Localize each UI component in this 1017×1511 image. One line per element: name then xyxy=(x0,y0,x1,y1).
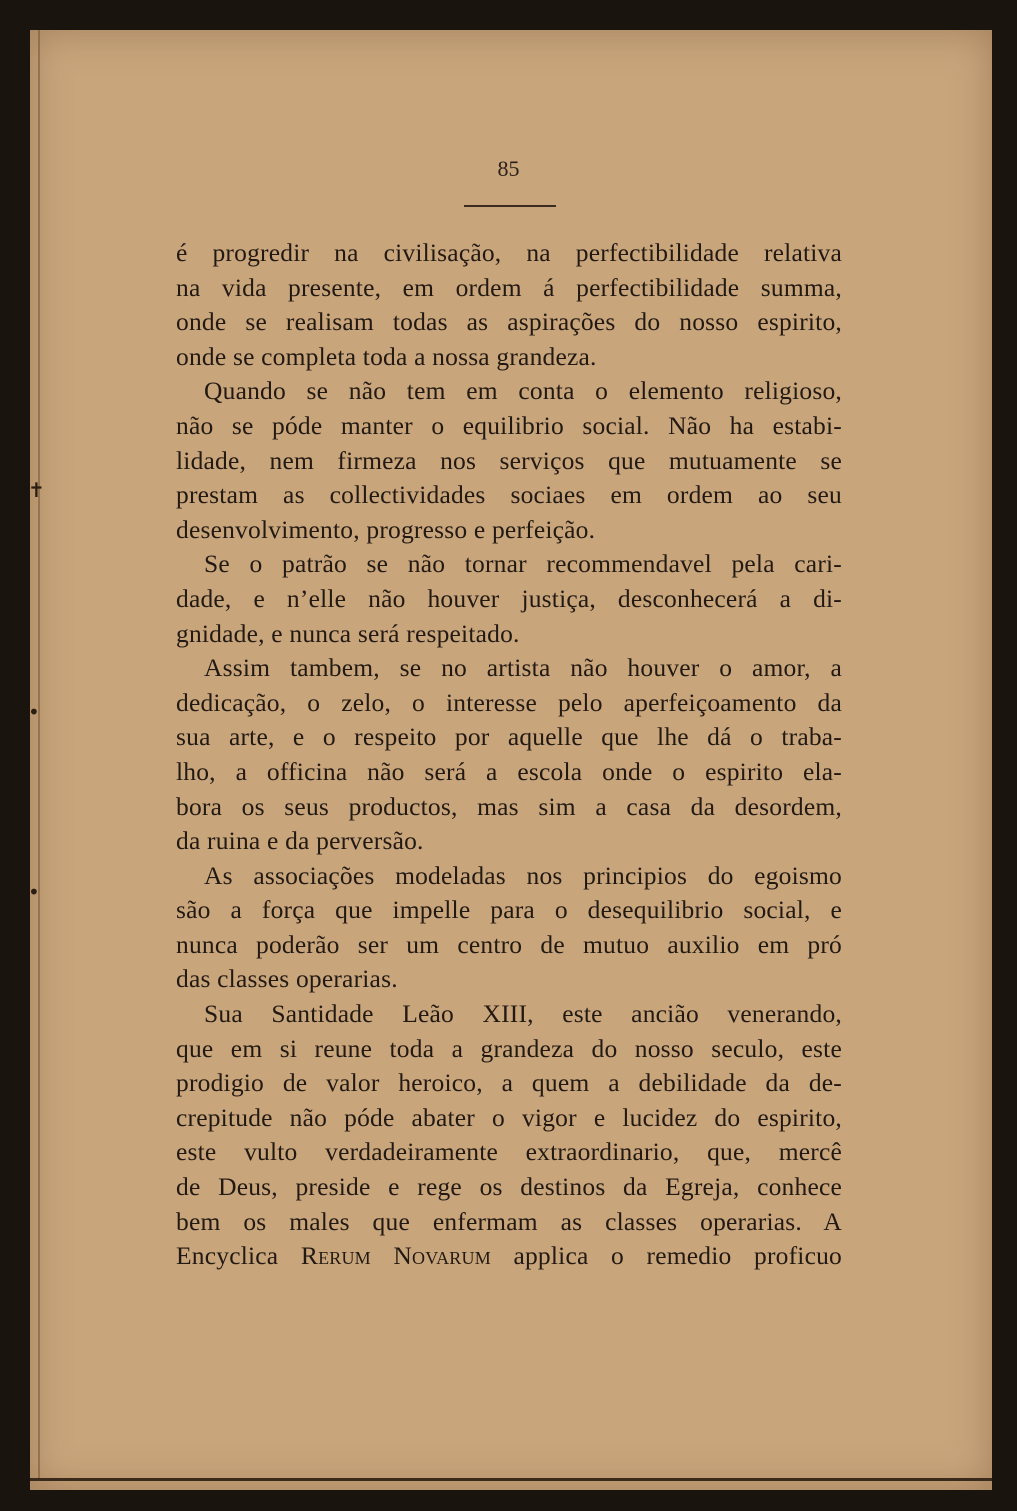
margin-mark: • xyxy=(28,880,40,904)
text-line: dedicação, o zelo, o interesse pelo aperfeiçoamento da xyxy=(176,687,842,717)
text-line: bora os seus productos, mas sim a casa da desordem, xyxy=(176,791,842,821)
text-line: As associações modeladas nos principios do egoismo xyxy=(204,860,842,890)
margin-mark: • xyxy=(28,700,40,724)
margin-mark: ✝ xyxy=(28,478,45,502)
text-fragment: applica o remedio proficuo xyxy=(490,1241,842,1271)
text-line: que em si reune toda a grandeza do nosso seculo, este xyxy=(176,1033,842,1063)
text-line: Quando se não tem em conta o elemento religioso, xyxy=(204,376,842,406)
text-line: Assim tambem, se no artista não houver o amor, a xyxy=(204,653,842,683)
text-line: Se o patrão se não tornar recommendavel pela cari- xyxy=(204,549,842,579)
text-line: prodigio de valor heroico, a quem a debilidade da de- xyxy=(176,1068,842,1098)
text-fragment: Encyclica xyxy=(176,1241,301,1271)
body-text xyxy=(176,236,842,1274)
text-line: é progredir na civilisação, na perfectibilidade relativa xyxy=(176,238,842,267)
text-line: este vulto verdadeiramente extraordinario, que, mercê xyxy=(176,1137,842,1167)
page-number: 85 xyxy=(497,156,520,181)
encyclical-title: Rerum Novarum xyxy=(300,1241,491,1271)
text-line: crepitude não póde abater o vigor e lucidez do espirito, xyxy=(176,1102,842,1132)
text-line: são a força que impelle para o desequilibrio social, e xyxy=(176,895,842,925)
page-edge xyxy=(38,30,40,1480)
text-line: das classes operarias. xyxy=(176,964,398,994)
text-line: sua arte, e o respeito por aquelle que lhe dá o traba- xyxy=(176,722,842,752)
text-line: onde se realisam todas as aspirações do nosso espirito, xyxy=(176,307,842,337)
text-line: na vida presente, em ordem á perfectibilidade summa, xyxy=(176,272,842,302)
text-line: gnidade, e nunca será respeitado. xyxy=(176,618,520,648)
page-bottom-edge xyxy=(30,1478,992,1481)
text-line: bem os males que enfermam as classes operarias. A xyxy=(176,1206,842,1236)
text-line xyxy=(176,1239,842,1274)
text-line: prestam as collectividades sociaes em ordem ao seu xyxy=(176,480,842,510)
text-line: onde se completa toda a nossa grandeza. xyxy=(176,341,597,371)
header-rule xyxy=(464,205,556,207)
text-line: Sua Santidade Leão XIII, este ancião venerando, xyxy=(204,999,842,1029)
text-line: lidade, nem firmeza nos serviços que mutuamente se xyxy=(176,445,842,475)
text-line: dade, e n’elle não houver justiça, desconhecerá a di- xyxy=(176,583,842,613)
text-line: desenvolvimento, progresso e perfeição. xyxy=(176,514,596,544)
text-line: nunca poderão ser um centro de mutuo auxilio em pró xyxy=(176,929,842,959)
text-line: da ruina e da perversão. xyxy=(176,826,424,856)
text-line: de Deus, preside e rege os destinos da Egreja, conhece xyxy=(176,1172,842,1202)
text-line: não se póde manter o equilibrio social. Não ha estabi- xyxy=(176,410,842,440)
text-line: lho, a officina não será a escola onde o espirito ela- xyxy=(176,756,842,786)
